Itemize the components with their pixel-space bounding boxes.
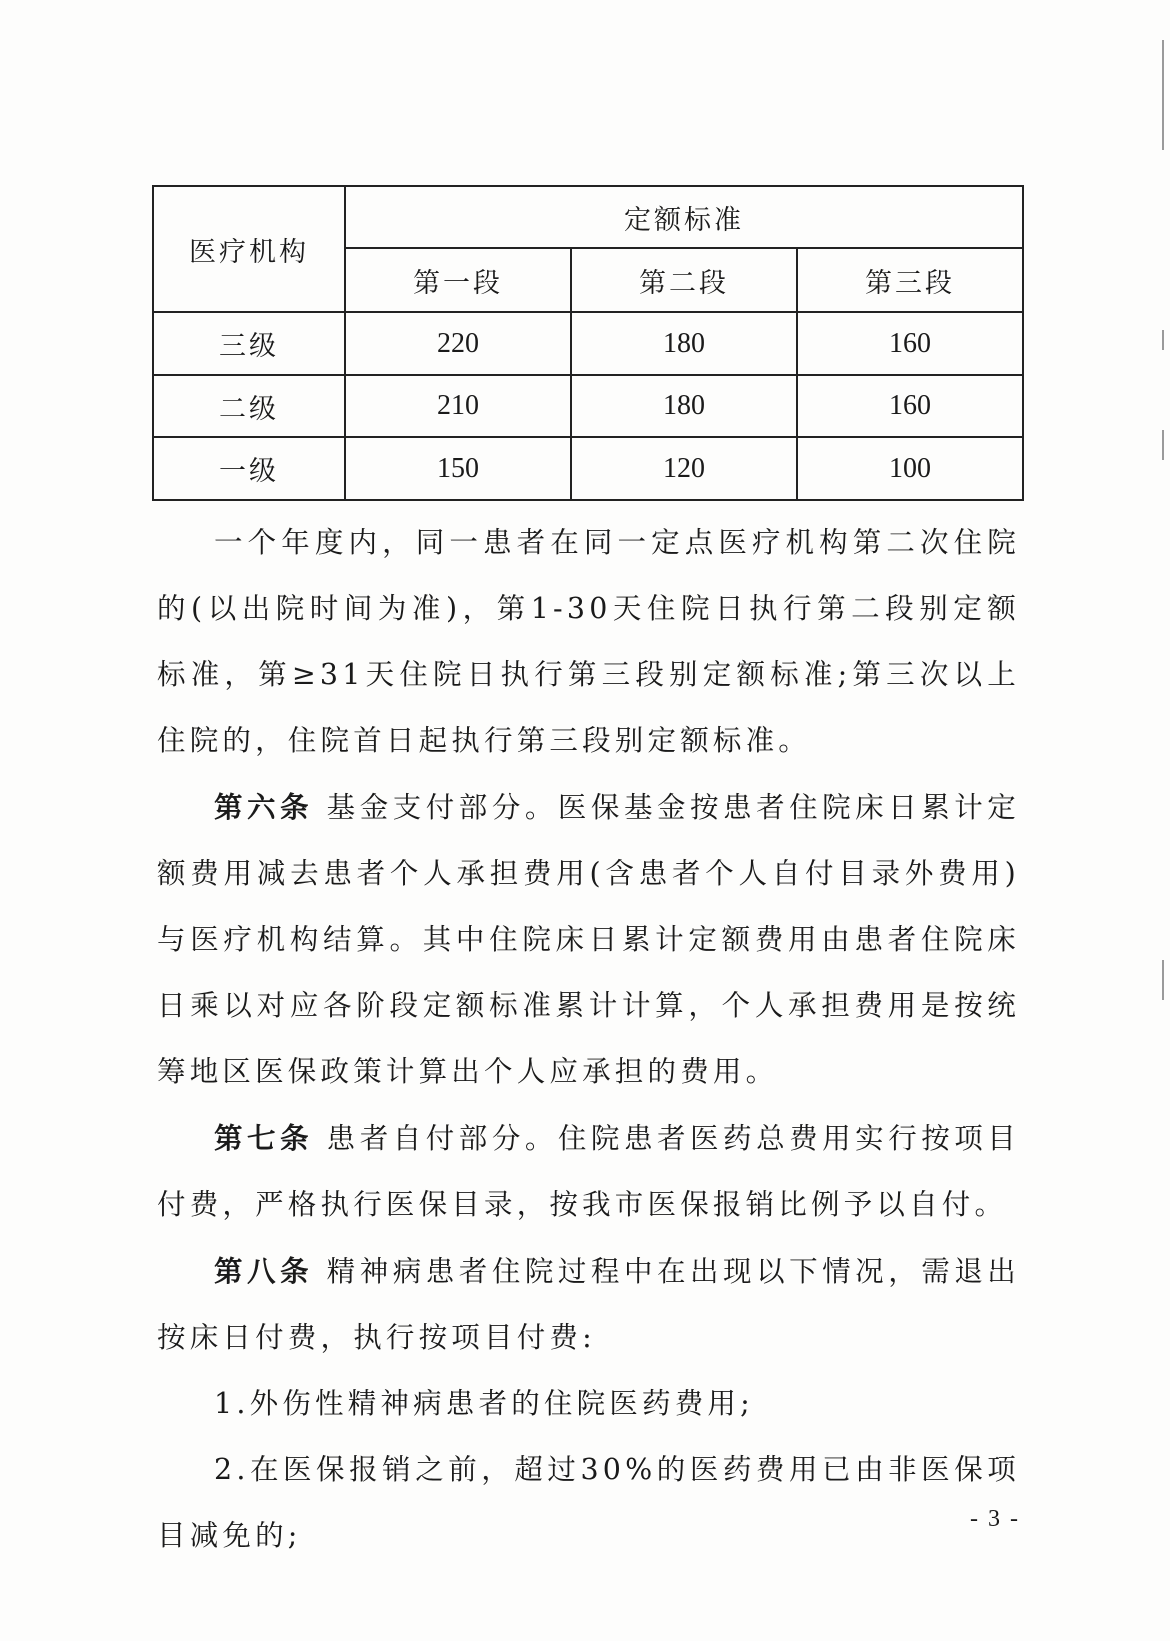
article-6-heading: 第六条 xyxy=(214,790,314,824)
cell-value: 220 xyxy=(345,312,571,375)
paragraph-article-6 xyxy=(157,774,1020,1105)
scan-edge-mark xyxy=(1162,330,1164,350)
row-level: 一级 xyxy=(153,437,345,500)
cell-value: 180 xyxy=(571,312,797,375)
body-text xyxy=(157,510,1020,1569)
article-6-text: 基金支付部分。医保基金按患者住院床日累计定额费用减去患者个人承担费用(含患者个人自付目录外费用) 与医疗机构结算。其中住院床日累计定额费用由患者住院床日乘以对应各阶段定额标准累计计算，个人承担费用是按统筹地区医保政策计算出个人应承担的费用。 xyxy=(157,791,1020,1088)
table-row xyxy=(153,437,1023,500)
cell-value: 180 xyxy=(571,375,797,437)
quota-standard-table xyxy=(152,185,1024,501)
header-quota-standard: 定额标准 xyxy=(345,186,1023,248)
header-segment-3: 第三段 xyxy=(797,248,1023,312)
table-row xyxy=(153,375,1023,437)
row-level: 二级 xyxy=(153,375,345,437)
paragraph-second-admission: 一个年度内，同一患者在同一定点医疗机构第二次住院的(以出院时间为准)，第1-30天住院日执行第二段别定额标准，第≥31天住院日执行第三段别定额标准;第三次以上住院的，住院首日起执行第三段别定额标准。 xyxy=(157,526,1020,757)
article-8-text: 精神病患者住院过程中在出现以下情况，需退出按床日付费，执行按项目付费: xyxy=(157,1255,1020,1354)
cell-value: 100 xyxy=(797,437,1023,500)
page-number: - 3 - xyxy=(970,1506,1020,1532)
header-institution: 医疗机构 xyxy=(153,186,345,312)
cell-value: 160 xyxy=(797,375,1023,437)
article-7-text: 患者自付部分。住院患者医药总费用实行按项目付费，严格执行医保目录，按我市医保报销比例予以自付。 xyxy=(157,1122,1020,1221)
paragraph-article-7 xyxy=(157,1105,1020,1238)
table-row xyxy=(153,312,1023,375)
article-7-heading: 第七条 xyxy=(214,1121,314,1155)
article-8-heading: 第八条 xyxy=(214,1254,314,1288)
list-item-2: 2.在医保报销之前，超过30%的医药费用已由非医保项目减免的; xyxy=(157,1453,1020,1552)
cell-value: 120 xyxy=(571,437,797,500)
scan-edge-mark xyxy=(1162,960,1164,1000)
header-segment-2: 第二段 xyxy=(571,248,797,312)
row-level: 三级 xyxy=(153,312,345,375)
cell-value: 160 xyxy=(797,312,1023,375)
cell-value: 210 xyxy=(345,375,571,437)
scan-edge-mark xyxy=(1162,430,1164,460)
header-segment-1: 第一段 xyxy=(345,248,571,312)
paragraph-article-8 xyxy=(157,1238,1020,1371)
scan-edge-mark xyxy=(1162,40,1164,150)
cell-value: 150 xyxy=(345,437,571,500)
list-item-1: 1.外伤性精神病患者的住院医药费用; xyxy=(214,1387,754,1420)
